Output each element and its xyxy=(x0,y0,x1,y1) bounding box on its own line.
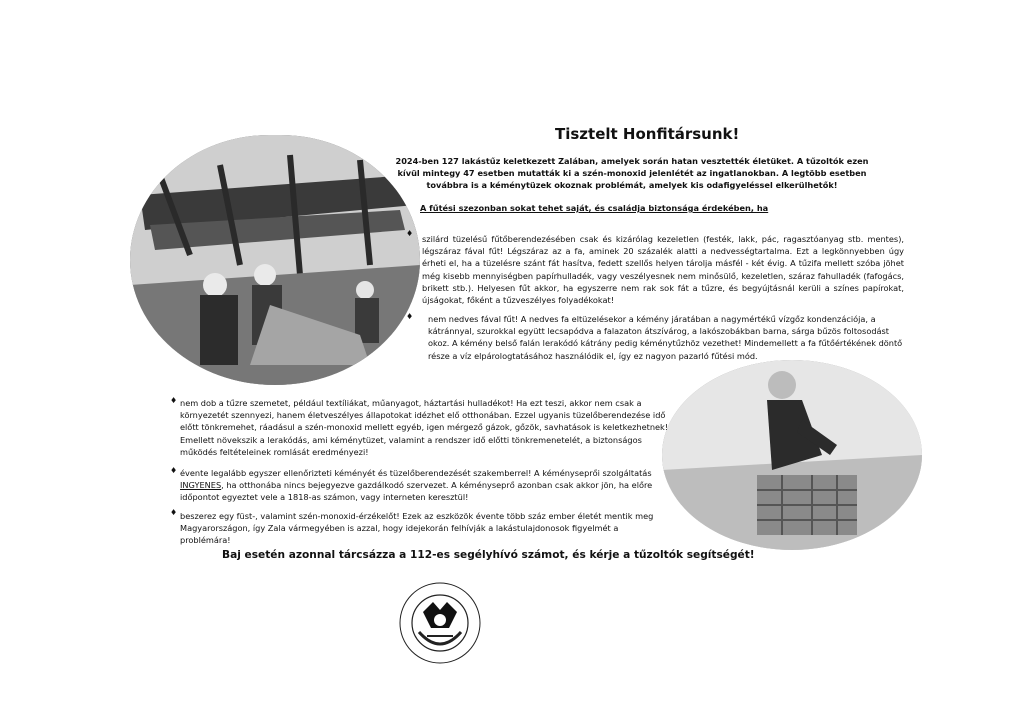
chimney-sweep-illustration xyxy=(662,360,922,550)
free-service-highlight: INGYENES xyxy=(180,480,222,491)
tip-inspection xyxy=(180,467,670,504)
chimney-sweep-photo xyxy=(662,360,922,550)
page-title: Tisztelt Honfitársunk! xyxy=(555,125,740,143)
firefighters-photo xyxy=(130,135,420,385)
bullet-icon: ♦ xyxy=(406,229,414,238)
disaster-management-emblem-icon xyxy=(397,580,483,666)
bullet-icon: ♦ xyxy=(170,508,178,517)
tip-detector: beszerez egy füst-, valamint szén-monoxid-érzékelőt! Ezek az eszközök évente több száz ember életét mentik meg Magyarországon, így Zala vármegyében is azzal, hogy idejekorán felhívják a lakástulajdonosok figyelmét a problémára! xyxy=(180,511,654,546)
tip-inspection-text-end: , ha otthonába nincs bejegyezve gazdálkodó szervezet. A kéményseprő azonban csak akkor jön, ha előre időpontot egyeztet vele a 1818-as számon, vagy interneten keresztül! xyxy=(180,480,653,503)
tip-inspection-text-start: évente legalább egyszer ellenőrizteti kéményét és tüzelőberendezését szakemberrel! A kéményseprői szolgáltatás xyxy=(180,468,652,478)
bullet-icon: ♦ xyxy=(170,396,178,405)
intro-paragraph: 2024-ben 127 lakástűz keletkezett Zalában, amelyek során hatan vesztették életüket. A tűzoltók ezen kívül mintegy 47 esetben mutatták ki a szén-monoxid jelenlétét az ingatlanokban. A legtöbb esetben továbbra is a kéménytüzek okoznak problémát, amelyek kis odafigyeléssel elkerülhetők! xyxy=(395,156,869,190)
bullet-icon: ♦ xyxy=(170,466,178,475)
tip-no-wet-wood: nem nedves fával fűt! A nedves fa eltüzelésekor a kémény járatában a nagymértékű vízgőz kondenzációja, a kátránnyal, szurokkal együtt lecsapódva a falazaton átszívárog, a lakószobákban barna, sárga bűzös foltosodást okoz. A kémény belső falán lerakódó kátrány pedig kéménytűzhöz vezethet! Mindemellett a fa fűtőértékének döntő része a víz elpárologtatásához használódik el, így ez nagyon pazarló fűtési mód. xyxy=(428,314,903,361)
firefighters-illustration xyxy=(130,135,420,385)
intro-note: A fűtési szezonban sokat tehet saját, és családja biztonsága érdekében, ha xyxy=(420,203,769,213)
tip-dry-wood: szilárd tüzelésű fűtőberendezésében csak és kizárólag kezeletlen (festék, lakk, pác, ragasztóanyag stb. mentes), légszáraz fával fűt! Légszáraz az a fa, aminek 20 százalék alatti a nedvességtartalma. Ezt a legkönnyebben úgy érheti el, ha a tüzelésre szánt fát hasítva, fedett szellős helyen tárolja másfél - két évig. A tűzifa mellett szóba jöhet még kisebb mennyiségben papírhulladék, vagy veszélyesnek nem minősülő, kezeletlen, száraz fahulladék (fafogács, brikett stb.). Helyesen fűt akkor, ha egyszerre nem rak sok fát a tűzre, és begyújtásnál kerüli a színes papírokat, újságokat, főként a tűzveszélyes folyadékokat! xyxy=(422,234,904,306)
tip-no-trash: nem dob a tűzre szemetet, például textíliákat, műanyagot, háztartási hulladékot! Ha ezt teszi, akkor nem csak a környezetét szennyezi, hanem életveszélyes állapotokat idézhet elő otthonában. Ezzel ugyanis tüzelőberendezése idő előtt tönkremehet, ráadásul a szén-monoxid mellett egyéb, igen mérgező gázok, gőzök, savhatások is keletkezhetnek! Emellett növekszik a lerakódás, ami kéménytüzet, valamint a rendszer idő előtti tönkremenetelét, a biztonságos működés feltételeinek romlását eredményezi! xyxy=(180,398,669,457)
emergency-callout: Baj esetén azonnal tárcsázza a 112-es segélyhívó számot, és kérje a tűzoltók segítségét! xyxy=(222,549,755,561)
bullet-icon: ♦ xyxy=(406,312,414,321)
